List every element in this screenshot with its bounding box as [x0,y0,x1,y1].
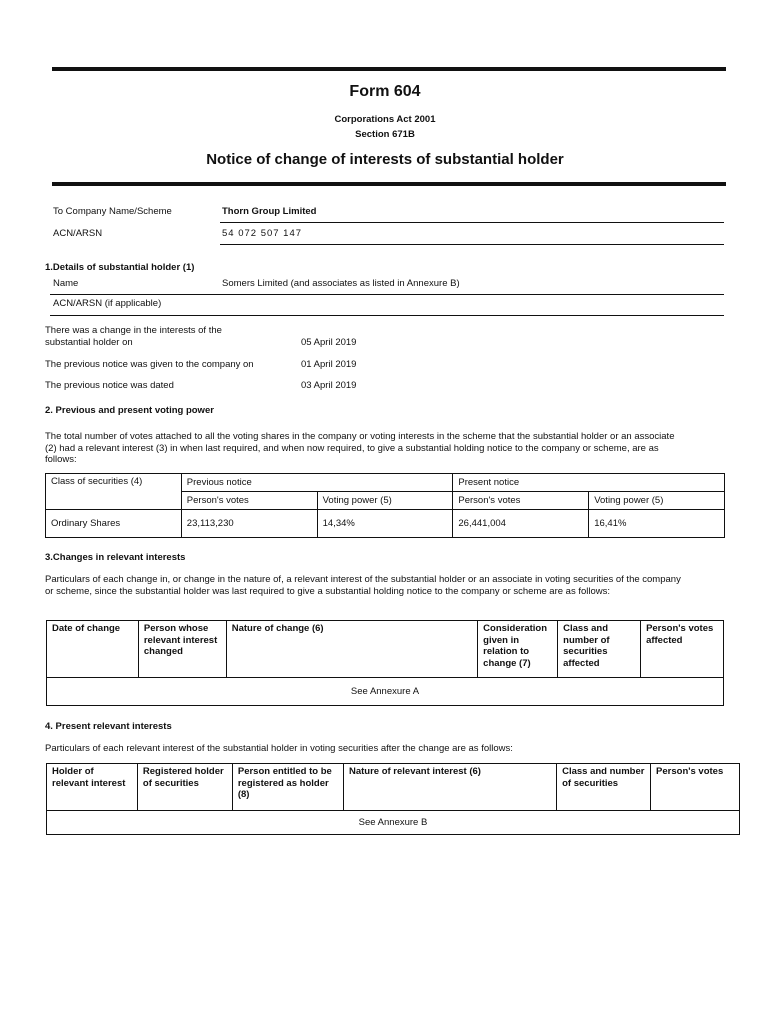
prev-votes-header: Person's votes [181,492,317,510]
section4-paragraph: Particulars of each relevant interest of the substantial holder in voting securities after the change are as follows: [45,743,513,754]
prev-given-label: The previous notice was given to the company on [45,359,254,370]
section-ref: Section 671B [355,129,415,140]
voting-power-table [45,473,725,538]
class-header: Class of securities (4) [46,474,182,510]
row-pres-power: 16,41% [589,510,725,538]
interests-col-holder: Holder of relevant interest [47,764,138,811]
prev-dated-value: 03 April 2019 [301,380,357,391]
company-name-label: To Company Name/Scheme [53,206,172,217]
holder-acn-underline [50,315,724,316]
change-date-label: There was a change in the interests of the substantial holder on [45,325,222,348]
act-name: Corporations Act 2001 [334,114,436,125]
changes-col-date: Date of change [47,621,139,678]
changes-col-votes: Person's votes affected [641,621,724,678]
changes-col-consideration: Consideration given in relation to change (7) [478,621,558,678]
interests-col-class: Class and number of securities [557,764,651,811]
pres-power-header: Voting power (5) [589,492,725,510]
changes-col-class: Class and number of securities affected [558,621,641,678]
row-prev-power: 14,34% [317,510,453,538]
form-title: Form 604 [349,83,421,100]
top-rule [52,67,726,71]
section2-heading: 2. Previous and present voting power [45,405,214,416]
notice-title: Notice of change of interests of substantial holder [206,151,564,168]
acn-value: 54 072 507 147 [222,228,303,239]
prev-dated-label: The previous notice was dated [45,380,174,391]
acn-label: ACN/ARSN [53,228,103,239]
row-prev-votes: 23,113,230 [181,510,317,538]
prev-power-header: Voting power (5) [317,492,453,510]
annexure-a-note: See Annexure A [47,678,724,706]
section1-heading: 1.Details of substantial holder (1) [45,262,195,273]
section4-heading: 4. Present relevant interests [45,721,172,732]
present-interests-table [46,763,740,835]
section3-paragraph: Particulars of each change in, or change in the nature of, a relevant interest of the substantial holder or an associate in voting securities of the company or scheme, since the substantial holder was last required to give a substantial holding notice to the company or scheme are as follows: [45,574,681,597]
header-bottom-rule [52,182,726,186]
pres-votes-header: Person's votes [453,492,589,510]
changes-table [46,620,724,706]
acn-underline [220,244,724,245]
interests-col-votes: Person's votes [651,764,740,811]
holder-name-underline [50,294,724,295]
prev-given-value: 01 April 2019 [301,359,357,370]
changes-col-nature: Nature of change (6) [226,621,477,678]
holder-acn-label: ACN/ARSN (if applicable) [53,298,162,309]
row-pres-votes: 26,441,004 [453,510,589,538]
section2-paragraph: The total number of votes attached to all the voting shares in the company or voting interests in the scheme that the substantial holder or an associate (2) had a relevant interest (3) in when last required, and when now required, to give a substantial holding notice to the company or scheme, are as follows: [45,431,675,465]
present-notice-header: Present notice [453,474,725,492]
company-name-value: Thorn Group Limited [222,206,317,217]
interests-col-entitled: Person entitled to be registered as holder (8) [232,764,343,811]
holder-name-value: Somers Limited (and associates as listed in Annexure B) [222,278,460,289]
annexure-b-note: See Annexure B [47,811,740,835]
interests-col-registered: Registered holder of securities [137,764,232,811]
previous-notice-header: Previous notice [181,474,453,492]
changes-col-person: Person whose relevant interest changed [138,621,226,678]
company-name-underline [220,222,724,223]
holder-name-label: Name [53,278,79,289]
change-date-value: 05 April 2019 [301,337,357,348]
section3-heading: 3.Changes in relevant interests [45,552,186,563]
interests-col-nature: Nature of relevant interest (6) [343,764,556,811]
row-class: Ordinary Shares [46,510,182,538]
